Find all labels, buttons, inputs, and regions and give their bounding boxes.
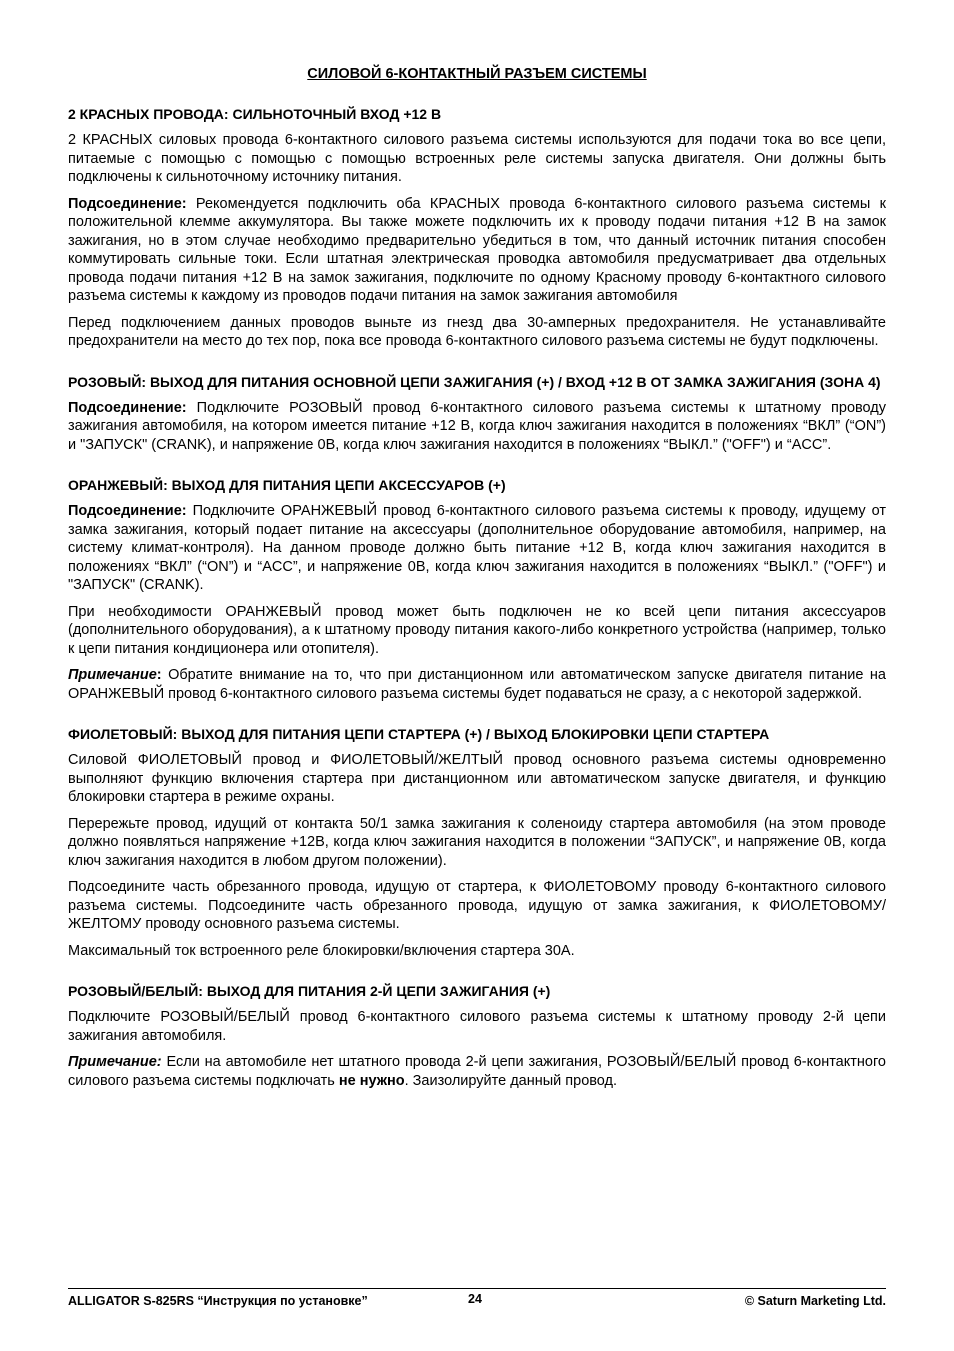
note-colon: : [156, 667, 162, 683]
section-heading-red: 2 КРАСНЫХ ПРОВОДА: СИЛЬНОТОЧНЫЙ ВХОД +12 В [68, 106, 442, 122]
section-heading-orange: ОРАНЖЕВЫЙ: ВЫХОД ДЛЯ ПИТАНИЯ ЦЕПИ АКСЕССУАРОВ (+) [68, 477, 506, 493]
paragraph-text: Рекомендуется подключить оба КРАСНЫХ провода 6-контактного силового разъема системы к положительной клемме аккумулятора. Вы также можете подключить их к проводу подачи питания +12 В на замок зажигания, но в этом случае необходимо предварительно убедиться в том, что данный источник питания способен коммутировать сильные токи. Если штатная электрическая проводка автомобиля предусматривает два отдельных провода подачи питания +12 В на замок зажигания, подключите по одному Красному проводу 6-контактного силового разъема системы к каждому из проводов подачи питания на замок зажигания автомобиля [68, 195, 886, 304]
paragraph [68, 751, 886, 807]
paragraph-text: 2 КРАСНЫХ силовых провода 6-контактного силового разъема системы используются для подачи тока во все цепи, питаемые с помощью с помощью с помощью встроенных реле системы запуска двигателя. Они должны быть подключены к сильноточному источнику питания. [68, 132, 886, 185]
paragraph [68, 878, 886, 934]
page-title: СИЛОВОЙ 6-КОНТАКТНЫЙ РАЗЪЕМ СИСТЕМЫ [307, 66, 647, 82]
paragraph-text: . Заизолируйте данный провод. [404, 1072, 618, 1089]
paragraph-text: Подключите РОЗОВЫЙ провод 6-контактного силового разъема системы к штатному проводу зажигания автомобиля, на котором имеется питание +12 В, когда ключ зажигания находится в положениях “ВКЛ” (“ON”) и "ЗАПУСК" (CRANK), и напряжение 0В, когда ключ зажигания находится в положениях “ВЫКЛ.” ("OFF") и “ACC”. [68, 399, 886, 453]
paragraph-text: При необходимости ОРАНЖЕВЫЙ провод может быть подключен не ко всей цепи питания аксессуаров (дополнительного оборудования), а к штатному проводу питания какого-либо конкретного устройства (например, только к цепи питания кондиционера или отопителя). [68, 603, 886, 657]
paragraph [68, 131, 886, 187]
paragraph [68, 195, 886, 306]
paragraph [68, 942, 886, 961]
paragraph [68, 399, 886, 455]
paragraph-text: Максимальный ток встроенного реле блокировки/включения стартера 30А. [68, 942, 575, 959]
paragraph-text: Подключите РОЗОВЫЙ/БЕЛЫЙ провод 6-контактного силового разъема системы к штатному проводу 2-й цепи зажигания автомобиля. [68, 1009, 886, 1044]
emphasis-text: не нужно [338, 1072, 405, 1089]
document-body [68, 66, 886, 1098]
paragraph-text: Силовой ФИОЛЕТОВЫЙ провод и ФИОЛЕТОВЫЙ/ЖЕЛТЫЙ провод основного разъема системы одновременно выполняют функцию включения стартера при дистанционном или автоматическом запуске двигателя, и функцию блокировки стартера в режиме охраны. [68, 752, 886, 805]
paragraph [68, 502, 886, 595]
section-heading-pink: РОЗОВЫЙ: ВЫХОД ДЛЯ ПИТАНИЯ ОСНОВНОЙ ЦЕПИ ЗАЖИГАНИЯ (+) / ВХОД +12 В ОТ ЗАМКА ЗАЖИГАНИЯ (ЗОНА 4) [68, 373, 881, 390]
note-label: Примечание [68, 667, 157, 683]
section-heading-violet: ФИОЛЕТОВЫЙ: ВЫХОД ДЛЯ ПИТАНИЯ ЦЕПИ СТАРТЕРА (+) / ВЫХОД БЛОКИРОВКИ ЦЕПИ СТАРТЕРА [68, 726, 770, 742]
paragraph-text: Подключите ОРАНЖЕВЫЙ провод 6-контактного силового разъема системы к проводу, идущему от замка зажигания, который подает питание на аксессуары (дополнительное оборудование автомобиля, например, на систему климат-контроля). На данном проводе должно быть питание +12 В, когда ключ зажигания находится в положениях “ВКЛ” (“ON”) и “ACC”, и напряжение 0В, когда ключ зажигания находится в положениях “ВЫКЛ.” ("OFF") и "ЗАПУСК" (CRANK). [68, 503, 886, 593]
paragraph [68, 314, 886, 351]
paragraph-text: Обратите внимание на то, что при дистанционном или автоматическом запуске двигателя питание на ОРАНЖЕВЫЙ провод 6-контактного силового разъема системы будет подаваться не сразу, а с некоторой задержкой. [68, 667, 886, 702]
note-paragraph [68, 1053, 886, 1090]
page-number: 24 [468, 1292, 482, 1306]
footer-document-title: ALLIGATOR S-825RS “Инструкция по установке” [68, 1294, 368, 1308]
paragraph-text: Если на автомобиле нет штатного провода 2-й цепи зажигания, РОЗОВЫЙ/БЕЛЫЙ провод 6-контактного силового разъема системы подключать [68, 1054, 886, 1089]
paragraph-text: Подсоедините часть обрезанного провода, идущую от стартера, к ФИОЛЕТОВОМУ проводу 6-контактного силового разъема системы. Подсоедините часть обрезанного провода, идущую от замка зажигания, к ФИОЛЕТОВОМУ/ЖЕЛТОМУ проводу основного разъема системы. [68, 879, 886, 932]
paragraph [68, 815, 886, 871]
paragraph [68, 1008, 886, 1045]
note-paragraph [68, 666, 886, 703]
label-connection: Подсоединение: [68, 195, 187, 212]
label-connection: Подсоединение: [68, 503, 187, 519]
paragraph-text: Перережьте провод, идущий от контакта 50/1 замка зажигания к соленоиду стартера автомобиля (на этом проводе должно появляться напряжение +12В, когда ключ зажигания находится в положении “ЗАПУСК”, и напряжение 0В, когда ключ зажигания находится в любом другом положении). [68, 815, 886, 869]
footer-divider [68, 1288, 886, 1289]
section-heading-pink-white: РОЗОВЫЙ/БЕЛЫЙ: ВЫХОД ДЛЯ ПИТАНИЯ 2-Й ЦЕПИ ЗАЖИГАНИЯ (+) [68, 983, 551, 999]
label-connection: Подсоединение: [68, 399, 187, 416]
note-label: Примечание: [68, 1054, 162, 1070]
footer-copyright: © Saturn Marketing Ltd. [744, 1294, 886, 1308]
paragraph-text: Перед подключением данных проводов выньте из гнезд два 30-амперных предохранителя. Не устанавливайте предохранители на место до тех пор, пока все провода 6-контактного силового разъема системы не будут подключены. [68, 314, 886, 349]
paragraph [68, 603, 886, 659]
